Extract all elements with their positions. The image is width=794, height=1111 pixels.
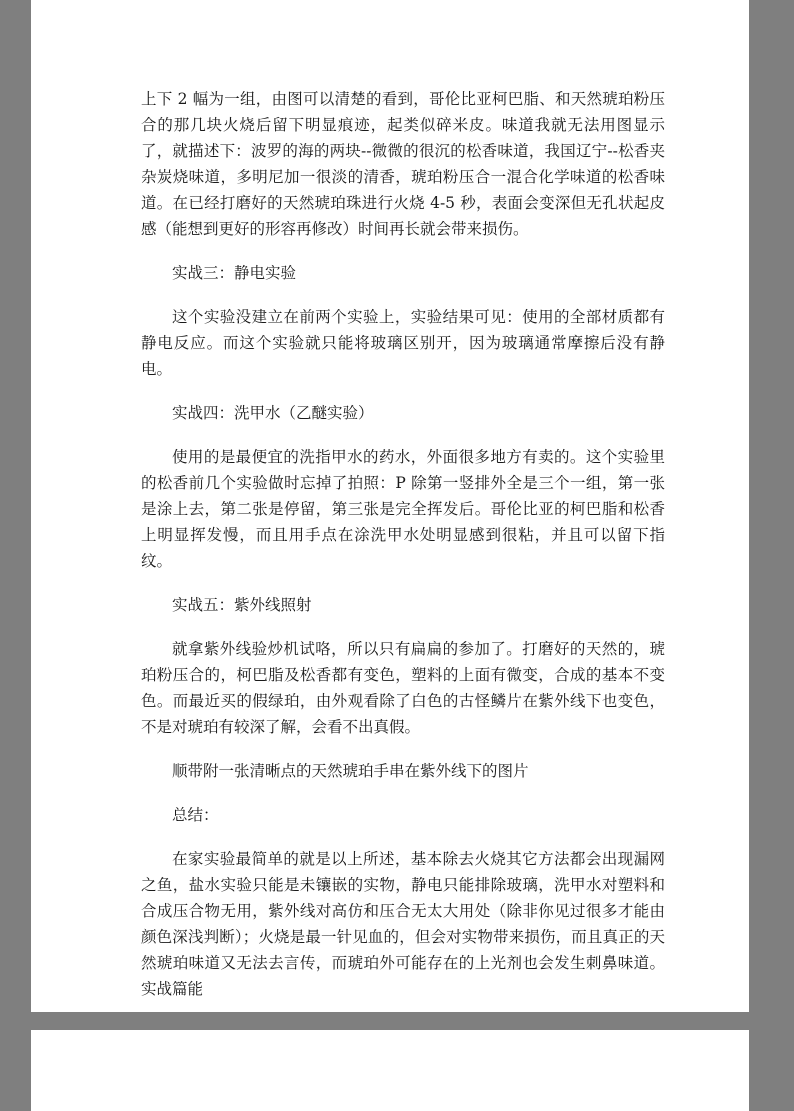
section-heading-uv-test: 实战五：紫外线照射 <box>172 596 312 614</box>
paragraph-uv-photo-note: 顺带附一张清晰点的天然琥珀手串在紫外线下的图片 <box>172 762 529 780</box>
document-page <box>31 0 749 1012</box>
paragraph-uv-test: 就拿紫外线验炒机试咯，所以只有扁扁的参加了。打磨好的天然的，琥珀粉压合的，柯巴脂及松香都有变色，塑料的上面有微变，合成的基本不变色。而最近买的假绿珀，由外观看除了白色的古怪鳞片在紫外线下也变色，不是对琥珀有较深了解，会看不出真假。 <box>141 640 665 736</box>
section-heading-static-test: 实战三：静电实验 <box>172 264 297 282</box>
next-document-page <box>31 1030 749 1111</box>
paragraph-nail-polish-test: 使用的是最便宜的洗指甲水的药水，外面很多地方有卖的。这个实验里的松香前几个实验做时忘掉了拍照：P 除第一竖排外全是三个一组，第一张是涂上去，第二张是停留，第三张是完全挥发后。哥伦比亚的柯巴脂和松香上明显挥发慢，而且用手点在涂洗甲水处明显感到很粘，并且可以留下指纹。 <box>141 448 665 570</box>
section-heading-summary: 总结： <box>172 806 219 824</box>
paragraph-summary: 在家实验最简单的就是以上所述，基本除去火烧其它方法都会出现漏网之鱼，盐水实验只能是未镶嵌的实物，静电只能排除玻璃，洗甲水对塑料和合成压合物无用，紫外线对高仿和压合无太大用处（除非你见过很多才能由颜色深浅判断）；火烧是最一针见血的，但会对实物带来损伤，而且真正的天然琥珀味道又无法去言传，而琥珀外可能存在的上光剂也会发生刺鼻味道。实战篇能 <box>141 850 665 998</box>
section-heading-nail-polish-test: 实战四：洗甲水（乙醚实验） <box>172 404 374 422</box>
paragraph-static-test: 这个实验没建立在前两个实验上，实验结果可见：使用的全部材质都有静电反应。而这个实验就只能将玻璃区别开，因为玻璃通常摩擦后没有静电。 <box>141 308 665 378</box>
paragraph-burn-test-results: 上下 2 幅为一组，由图可以清楚的看到，哥伦比亚柯巴脂、和天然琥珀粉压合的那几块火烧后留下明显痕迹，起类似碎米皮。味道我就无法用图显示了，就描述下：波罗的海的两块--微微的很沉的松香味道，我国辽宁--松香夹杂炭烧味道，多明尼加一很淡的清香，琥珀粉压合一混合化学味道的松香味道。在已经打磨好的天然琥珀珠进行火烧 4-5 秒，表面会变深但无孔状起皮感（能想到更好的形容再修改）时间再长就会带来损伤。 <box>141 90 665 238</box>
page-content <box>141 86 665 1020</box>
